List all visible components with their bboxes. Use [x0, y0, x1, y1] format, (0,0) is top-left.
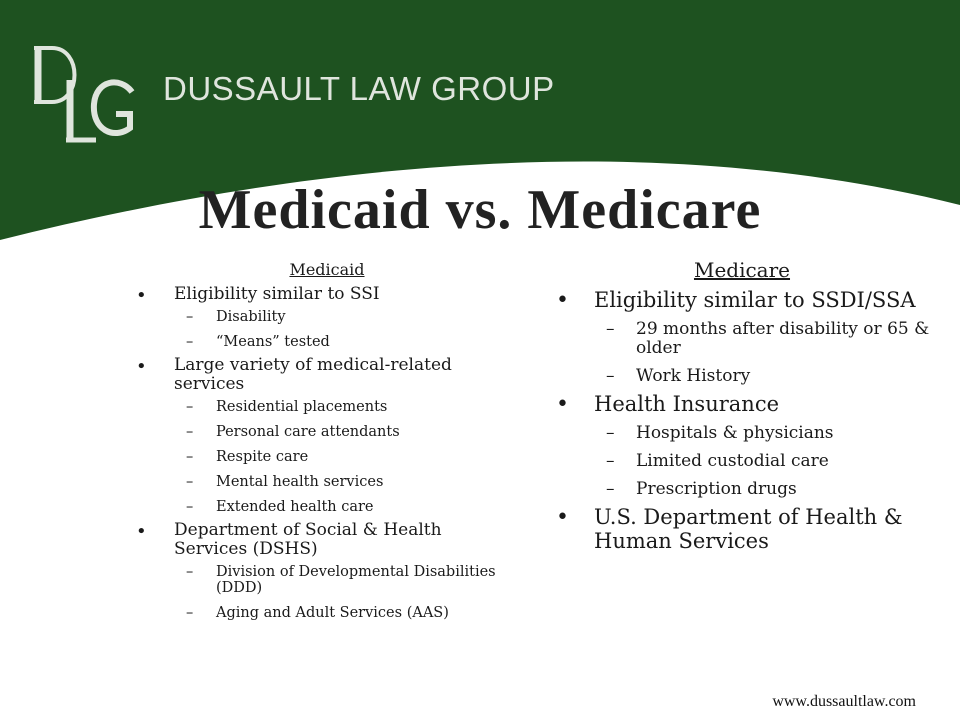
dash-icon: – — [186, 399, 194, 415]
slide-title: Medicaid vs. Medicare — [198, 179, 762, 241]
sub-list-item: – Division of Developmental Disabilities (DDD) — [186, 564, 496, 596]
list-item: • U.S. Department of Health & Human Services — [556, 505, 903, 553]
dash-icon: – — [606, 479, 615, 499]
dash-icon: – — [186, 564, 194, 580]
sub-list-item: – Disability — [186, 309, 286, 325]
bullet-icon: • — [556, 505, 569, 530]
dash-icon: – — [186, 309, 194, 325]
sub-list-item: – Work History — [606, 366, 751, 386]
dash-icon: – — [186, 605, 194, 621]
dash-icon: – — [186, 449, 194, 465]
bullet-icon: • — [136, 521, 147, 542]
medicaid-heading: Medicaid — [289, 260, 365, 279]
bullet-icon: • — [556, 392, 569, 417]
dash-icon: – — [606, 451, 615, 471]
sub-list-item: – Mental health services — [186, 474, 384, 490]
footer-url[interactable]: www.dussaultlaw.com — [772, 693, 916, 710]
dash-icon: – — [186, 499, 194, 515]
medicare-heading: Medicare — [693, 258, 791, 282]
medicaid-list — [132, 285, 512, 621]
dlg-logo — [30, 40, 140, 150]
sub-list-item: – Prescription drugs — [606, 479, 797, 499]
dash-icon: – — [606, 366, 615, 386]
bullet-icon: • — [556, 288, 569, 313]
dash-icon: – — [186, 424, 194, 440]
sub-list-item: – Residential placements — [186, 399, 388, 415]
list-item: • Eligibility similar to SSI – Disability – “Means” tested — [132, 285, 512, 350]
sub-list-item: – Hospitals & physicians — [606, 423, 834, 443]
sub-list-item: – Aging and Adult Services (AAS) — [186, 605, 449, 621]
dash-icon: – — [606, 319, 615, 339]
medicaid-column — [132, 260, 512, 625]
bullet-icon: • — [136, 285, 147, 306]
sub-list-item: – Personal care attendants — [186, 424, 400, 440]
list-item: • Health Insurance – Hospitals & physicians – Limited custodial care – Prescription drugs — [552, 392, 932, 499]
medicare-list — [552, 288, 932, 553]
dash-icon: – — [186, 334, 194, 350]
sub-list-item: – Respite care — [186, 449, 309, 465]
list-item: • Department of Social & Health Services (DSHS) – Division of Developmental Disabilities (DDD) – Aging and Adult Services (AAS) — [132, 521, 512, 621]
list-item: • Large variety of medical-related services – Residential placements – Personal care attendants – Respite care – Mental health services – Extended health care — [132, 356, 512, 515]
sub-list-item: – Limited custodial care — [606, 451, 829, 471]
sub-list-item: – “Means” tested — [186, 334, 330, 350]
dash-icon: – — [186, 474, 194, 490]
sub-list-item: – 29 months after disability or 65 & older — [606, 319, 930, 358]
bullet-icon: • — [136, 356, 147, 377]
firm-name: DUSSAULT LAW GROUP — [163, 70, 555, 107]
dash-icon: – — [606, 423, 615, 443]
list-item: • Eligibility similar to SSDI/SSA – 29 months after disability or 65 & older – Work History — [552, 288, 932, 386]
medicare-column — [552, 258, 932, 553]
sub-list-item: – Extended health care — [186, 499, 374, 515]
